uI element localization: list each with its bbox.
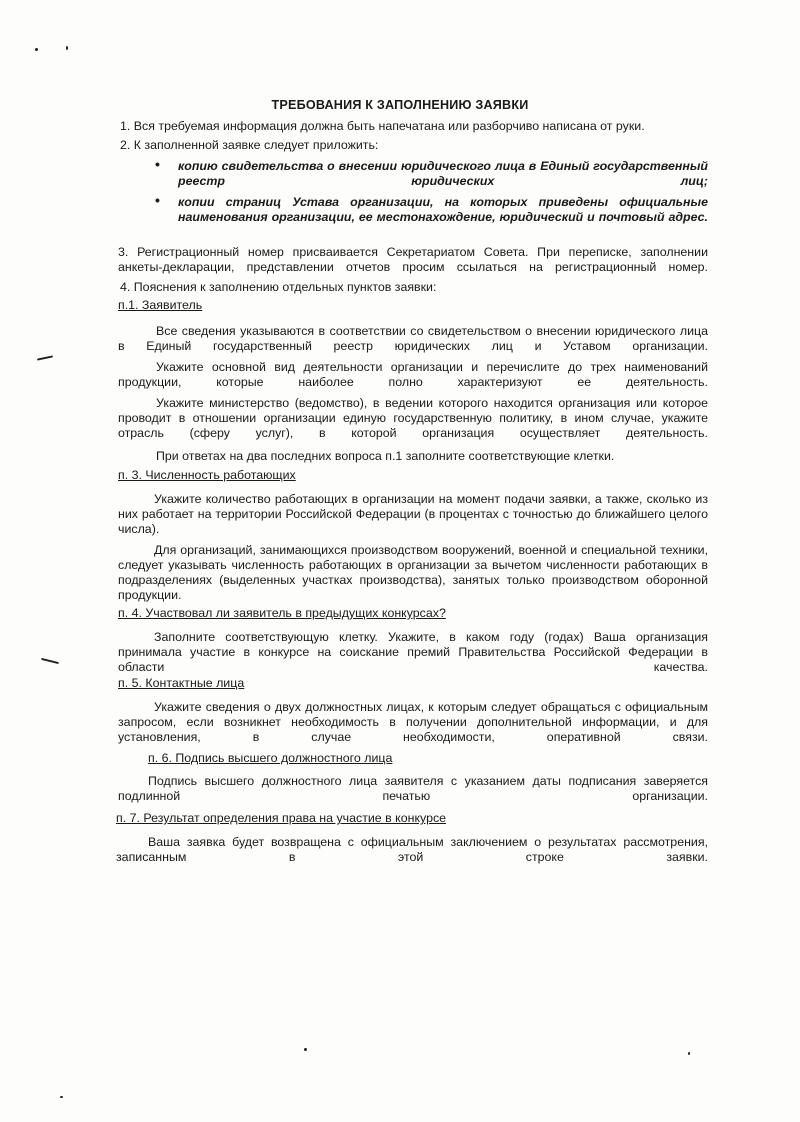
scan-mark (37, 355, 53, 360)
scan-speck (688, 1052, 690, 1055)
section-3-paragraph-2: Для организаций, занимающихся производством вооружений, военной и специальной техники, следует указывать численность работающих в организации за вычетом численности работающих в подразделениях (выделенных участках производства), занятых только производством оборонной продукции. (118, 543, 708, 602)
bullet-icon: • (155, 192, 160, 208)
section-1-paragraph-1: Все сведения указываются в соответствии со свидетельством о внесении юридического лица в Единый государственный реестр юридических лиц и Уставом организации. (118, 324, 708, 353)
item-2: 2. К заполненной заявке следует приложить: (120, 138, 379, 152)
section-1-paragraph-3: Укажите министерство (ведомство), в ведении которого находится организация или которое проводит в отношении организации единую государственную политику, в ином случае, укажите отрасль (сферу услуг), в которой организация осуществляет деятельность. (118, 396, 708, 440)
section-5-heading: п. 5. Контактные лица (118, 676, 245, 690)
scan-speck (66, 46, 68, 50)
scan-speck (304, 1048, 307, 1051)
document-title: ТРЕБОВАНИЯ К ЗАПОЛНЕНИЮ ЗАЯВКИ (271, 98, 529, 112)
scan-mark (41, 658, 59, 664)
item-3: 3. Регистрационный номер присваивается Секретариатом Совета. При переписке, заполнении анкеты-декларации, представлении отчетов просим ссылаться на регистрационный номер. (118, 245, 708, 274)
section-7-heading: п. 7. Результат определения права на участие в конкурсе (116, 811, 447, 825)
section-1-paragraph-4: При ответах на два последних вопроса п.1 заполните соответствующие клетки. (156, 449, 615, 463)
section-1-paragraph-2: Укажите основной вид деятельности организации и перечислите до трех наименований продукции, которые наиболее полно характеризуют ее деятельность. (118, 360, 708, 389)
item-1: 1. Вся требуемая информация должна быть напечатана или разборчиво написана от руки. (120, 119, 645, 133)
section-4-heading: п. 4. Участвовал ли заявитель в предыдущих конкурсах? (118, 606, 446, 620)
section-4-paragraph-1: Заполните соответствующую клетку. Укажите, в каком году (годах) Ваша организация принимала участие в конкурсе на соискание премий Правительства Российской Федерации в области качества. (118, 630, 708, 674)
section-3-heading: п. 3. Численность работающих (118, 468, 296, 482)
attachment-bullet-2: копии страниц Устава организации, на которых приведены официальные наименования организации, ее местонахождение, юридический и почтовый адрес. (178, 195, 708, 224)
section-7-paragraph-1: Ваша заявка будет возвращена с официальным заключением о результатах рассмотрения, записанным в этой строке заявки. (116, 835, 708, 864)
scan-speck (60, 1096, 63, 1098)
item-4: 4. Пояснения к заполнению отдельных пунктов заявки: (120, 280, 437, 294)
section-6-paragraph-1: Подпись высшего должностного лица заявителя с указанием даты подписания заверяется подлинной печатью организации. (118, 774, 708, 803)
section-3-paragraph-1: Укажите количество работающих в организации на момент подачи заявки, а также, сколько из них работает на территории Российской Федерации (в процентах с точностью до ближайшего целого числа). (118, 492, 708, 536)
scan-speck (35, 48, 38, 51)
bullet-icon: • (155, 156, 160, 172)
section-1-heading: п.1. Заявитель (118, 298, 203, 312)
attachment-bullet-1: копию свидетельства о внесении юридического лица в Единый государственный реестр юридических лиц; (178, 159, 708, 188)
section-5-paragraph-1: Укажите сведения о двух должностных лицах, к которым следует обращаться с официальным запросом, если возникнет необходимость в получении дополнительной информации, и для установления, в случае необходимости, оперативной связи. (118, 700, 708, 744)
section-6-heading: п. 6. Подпись высшего должностного лица (148, 751, 393, 765)
